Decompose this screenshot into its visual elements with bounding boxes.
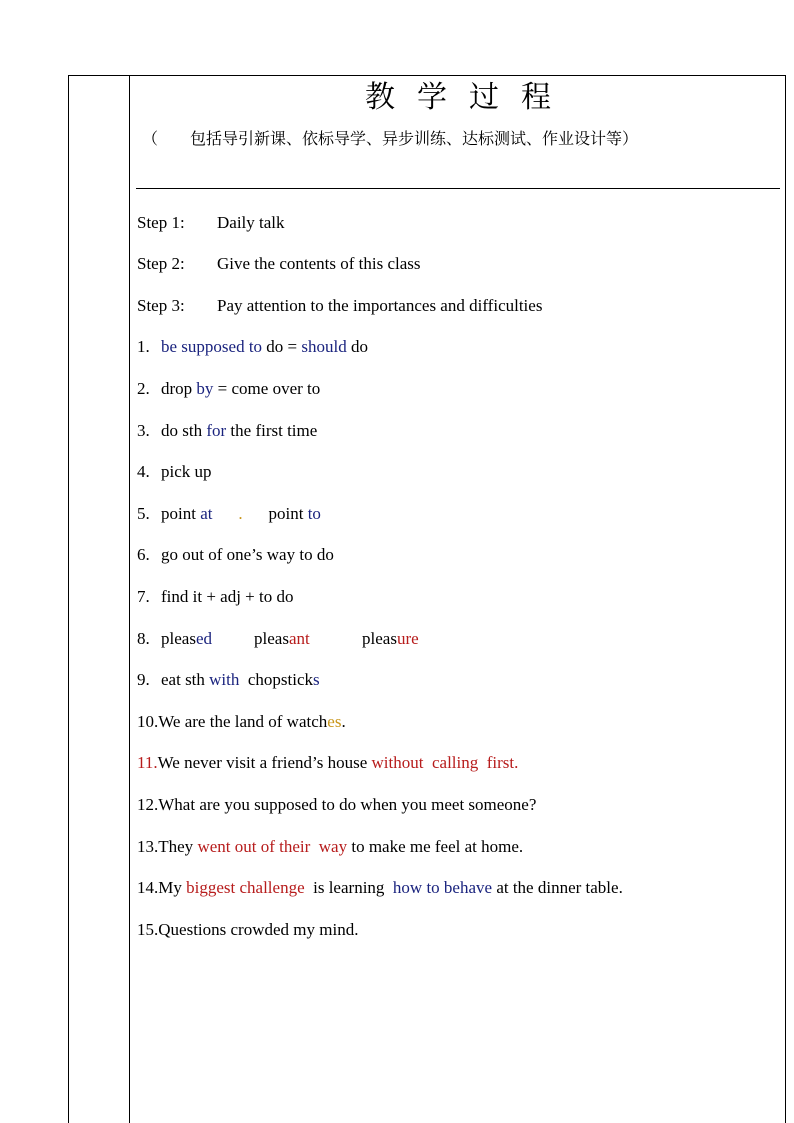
item-text: chopstick bbox=[239, 670, 314, 689]
list-item bbox=[137, 586, 294, 608]
step-text: Daily talk bbox=[217, 213, 285, 232]
item-number: 6. bbox=[137, 545, 150, 564]
item-text: es bbox=[327, 712, 342, 731]
list-item bbox=[137, 711, 346, 733]
item-text: We are the land of watch bbox=[158, 712, 328, 731]
item-text: with bbox=[209, 670, 240, 689]
item-text: find it + adj + to do bbox=[161, 587, 294, 606]
item-text: pleas bbox=[254, 629, 289, 648]
list-item bbox=[137, 378, 320, 400]
word-group bbox=[254, 628, 362, 650]
list-item bbox=[137, 752, 518, 774]
item-text: What are you supposed to do when you meet someone? bbox=[158, 795, 537, 814]
item-text: without calling first. bbox=[371, 753, 519, 772]
step-label: Step 2: bbox=[137, 254, 185, 273]
item-text: is learning bbox=[304, 878, 393, 897]
item-number: 3. bbox=[137, 421, 150, 440]
item-text: ant bbox=[288, 629, 310, 648]
item-text: point bbox=[268, 504, 308, 523]
list-item bbox=[137, 919, 358, 941]
item-number: 7. bbox=[137, 587, 150, 606]
item-text: They bbox=[158, 837, 198, 856]
item-text: to bbox=[307, 504, 321, 523]
item-text: pick up bbox=[161, 462, 212, 481]
list-item bbox=[137, 628, 419, 650]
item-text: biggest challenge bbox=[186, 878, 305, 897]
item-number: 8. bbox=[137, 629, 150, 648]
item-text: by bbox=[196, 379, 214, 398]
horizontal-rule bbox=[136, 188, 780, 189]
item-number: 4. bbox=[137, 462, 150, 481]
item-text: do sth bbox=[161, 421, 207, 440]
step-text: Pay attention to the importances and difficulties bbox=[217, 296, 543, 315]
item-number: 14. bbox=[137, 878, 159, 897]
item-text: drop bbox=[161, 379, 197, 398]
item-text: went out of their way bbox=[197, 837, 348, 856]
item-number: 15. bbox=[137, 920, 159, 939]
step-1 bbox=[137, 212, 285, 234]
item-number: 11. bbox=[137, 753, 158, 772]
item-text: . bbox=[341, 712, 346, 731]
item-text: at the dinner table. bbox=[492, 878, 623, 897]
step-label: Step 3: bbox=[137, 296, 185, 315]
item-text: the first time bbox=[226, 421, 318, 440]
word-group bbox=[161, 628, 254, 650]
item-text: should bbox=[301, 337, 347, 356]
item-text: s bbox=[313, 670, 320, 689]
list-item bbox=[137, 461, 212, 483]
page-title: 教学过程 bbox=[365, 80, 573, 115]
item-text: My bbox=[158, 878, 187, 897]
step-2 bbox=[137, 253, 421, 275]
item-text: ure bbox=[396, 629, 419, 648]
step-label: Step 1: bbox=[137, 213, 185, 232]
list-item bbox=[137, 669, 320, 691]
item-text: Questions crowded my mind. bbox=[158, 920, 359, 939]
list-item bbox=[137, 544, 334, 566]
item-number: 5. bbox=[137, 504, 150, 523]
item-text: We never visit a friend’s house bbox=[157, 753, 372, 772]
subtitle: （ 包括导引新课、依标导学、异步训练、达标测试、作业设计等） bbox=[142, 129, 639, 148]
list-item bbox=[137, 836, 523, 858]
item-text: pleas bbox=[362, 629, 397, 648]
item-text: pleas bbox=[161, 629, 196, 648]
item-text: at bbox=[200, 504, 213, 523]
list-item bbox=[137, 336, 368, 358]
list-item bbox=[137, 794, 536, 816]
item-number: 1. bbox=[137, 337, 150, 356]
item-number: 12. bbox=[137, 795, 159, 814]
item-text: for bbox=[206, 421, 227, 440]
item-number: 10. bbox=[137, 712, 159, 731]
list-item bbox=[137, 503, 321, 525]
item-text: do = bbox=[262, 337, 302, 356]
step-text: Give the contents of this class bbox=[217, 254, 421, 273]
item-number: 13. bbox=[137, 837, 159, 856]
item-number: 9. bbox=[137, 670, 150, 689]
item-text: eat sth bbox=[161, 670, 210, 689]
item-text: be supposed to bbox=[161, 337, 263, 356]
item-text: go out of one’s way to do bbox=[161, 545, 334, 564]
item-text: do bbox=[346, 337, 368, 356]
item-text: point bbox=[161, 504, 201, 523]
item-text: ed bbox=[195, 629, 212, 648]
list-item bbox=[137, 877, 623, 899]
item-text: to make me feel at home. bbox=[347, 837, 524, 856]
item-number: 2. bbox=[137, 379, 150, 398]
list-item bbox=[137, 420, 317, 442]
item-text: how to behave bbox=[392, 878, 493, 897]
column-divider bbox=[129, 75, 130, 1123]
step-3 bbox=[137, 295, 542, 317]
item-text: = come over to bbox=[213, 379, 321, 398]
item-text: . bbox=[238, 504, 243, 523]
